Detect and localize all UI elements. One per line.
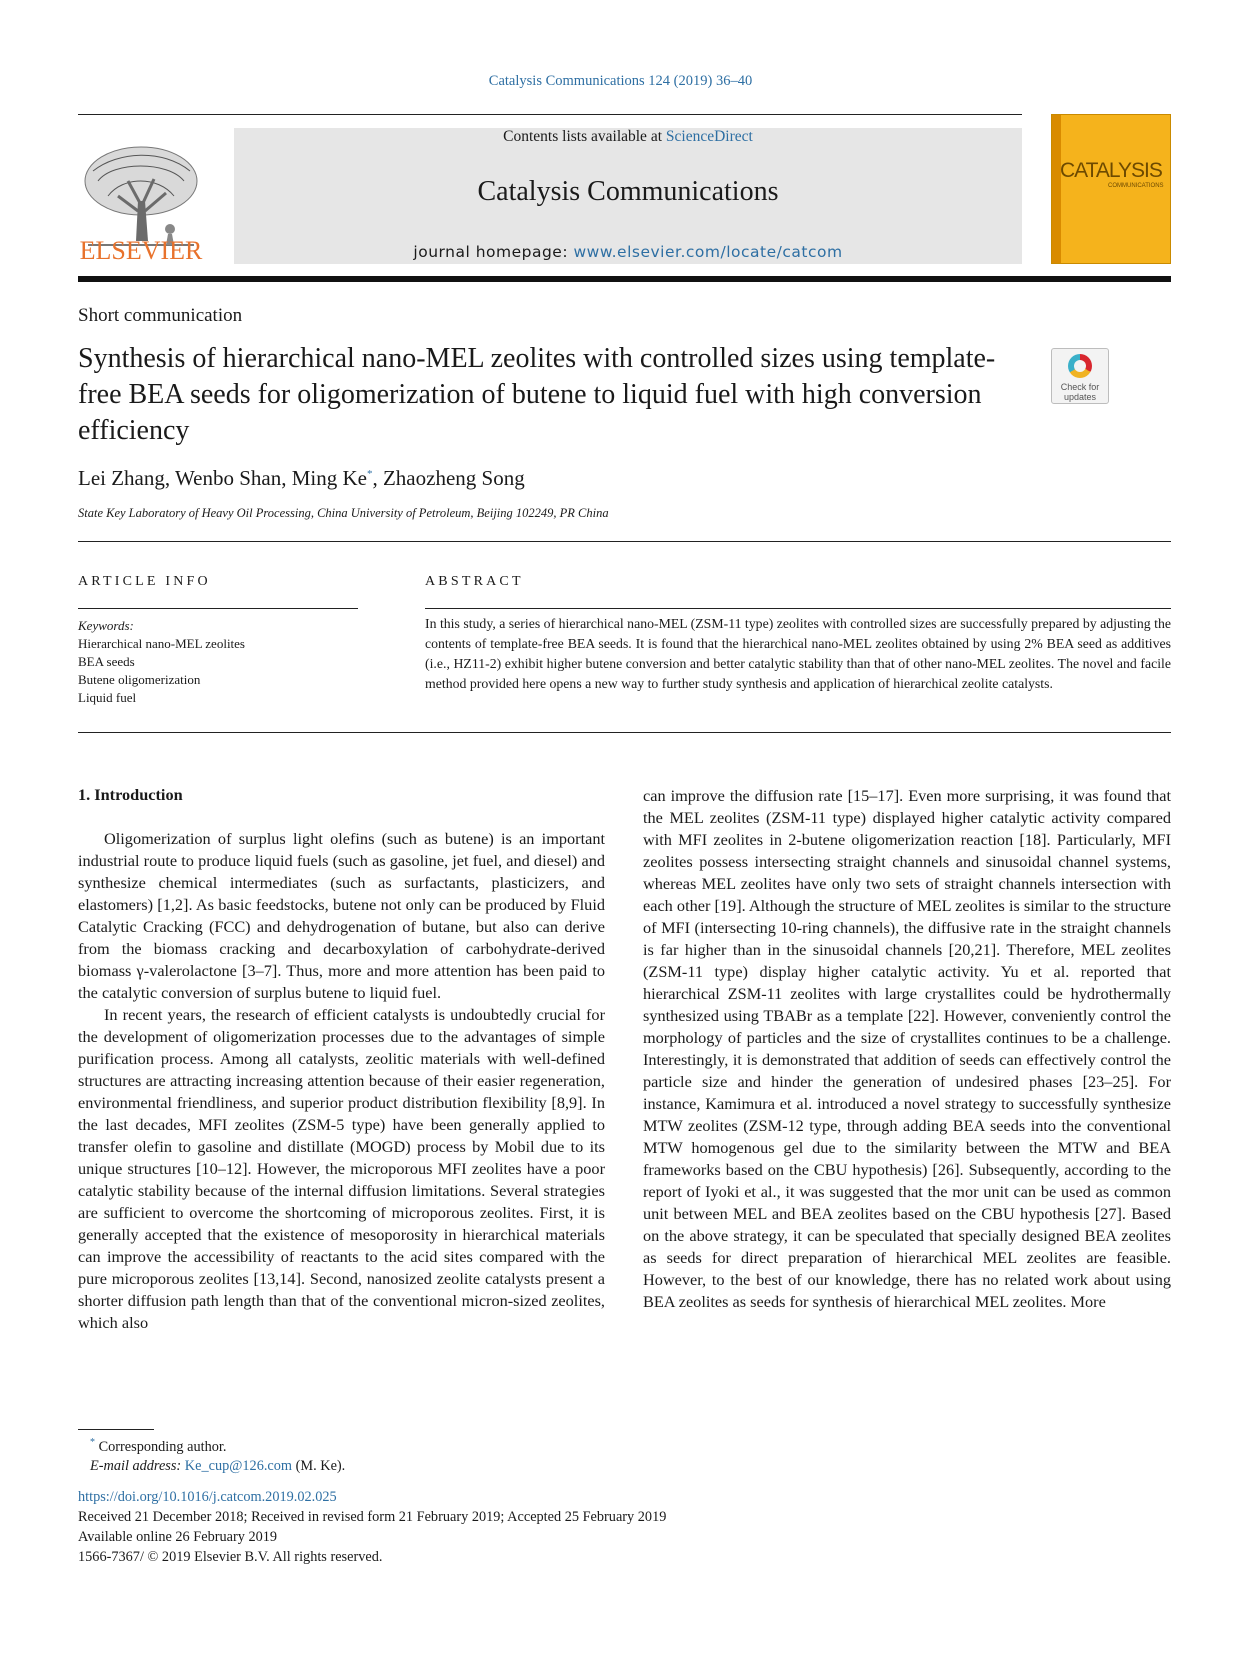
homepage-line bbox=[234, 243, 1022, 261]
publication-info bbox=[78, 1487, 666, 1567]
section-rule bbox=[78, 541, 1171, 542]
homepage-link[interactable]: www.elsevier.com/locate/catcom bbox=[573, 243, 843, 261]
footnote-rule bbox=[78, 1429, 154, 1430]
keyword-item: BEA seeds bbox=[78, 654, 135, 669]
copyright: 1566-7367/ © 2019 Elsevier B.V. All rights reserved. bbox=[78, 1549, 383, 1565]
introduction-heading: 1. Introduction bbox=[78, 785, 183, 804]
email-suffix: (M. Ke). bbox=[292, 1457, 346, 1474]
footnote-mark: * bbox=[90, 1437, 95, 1448]
intro-paragraph-2-continued: can improve the diffusion rate [15–17]. Even more surprising, it was found that the MEL zeolites (ZSM-11 type) displayed higher catalytic activity compared with MFI zeolites in 2-butene oligomerization reaction [18]. Particularly, MFI zeolites possess intersecting straight channels and sinusoidal channel systems, whereas MEL zeolites have only two sets of straight channels intersection with each other [19]. Although the structure of MEL zeolites is similar to the structure of MFI (intersecting 10-ring channels), the diffusive rate in the straight channels is far higher than in the sinusoidal channels [20,21]. Therefore, MEL zeolites (ZSM-11 type) display higher catalytic activity. Yu et al. reported that hierarchical ZSM-11 zeolites with large crystallites could be hydrothermally synthesized using TBABr as a template [22]. However, conveniently control the morphology of particles and the size of crystallites continues to be a challenge. Interestingly, it is demonstrated that addition of seeds can effectively control the particle size and hinder the generation of undesired phases [23–25]. For instance, Kamimura et al. introduced a novel strategy to successfully synthesize MTW zeolites (ZSM-12 type, through adding BEA seeds into the conventional MTW homogenous gel due to the similarity between the MTW and BEA frameworks based on the CBU hypothesis) [26]. Subsequently, according to the report of Iyoki et al., it was suggested that the mor unit can be used as common unit between MEL and BEA zeolites based on the CBU hypothesis [27]. Based on the above strategy, it can be speculated that specially designed BEA zeolites as seeds for direct preparation of hierarchical MEL zeolites are feasible. However, to the best of our knowledge, there has no related work about using BEA zeolites as seeds for synthesis of hierarchical MEL zeolites. More bbox=[643, 786, 1171, 1311]
article-info-rule bbox=[78, 608, 358, 609]
corresponding-author-mark[interactable]: * bbox=[366, 468, 373, 480]
abstract-rule bbox=[425, 608, 1171, 609]
affiliation: State Key Laboratory of Heavy Oil Processing, China University of Petroleum, Beijing 102249, PR China bbox=[78, 506, 609, 520]
contents-line bbox=[234, 128, 1022, 146]
keyword-item: Hierarchical nano-MEL zeolites bbox=[78, 636, 245, 651]
check-for-updates-button[interactable] bbox=[1051, 348, 1109, 404]
cover-title: CATALYSIS bbox=[1060, 159, 1162, 182]
left-column bbox=[78, 828, 605, 1334]
keywords-block bbox=[78, 617, 245, 707]
abstract-text: In this study, a series of hierarchical nano-MEL (ZSM-11 type) zeolites with controlled sizes are successfully prepared by adjusting the contents of template-free BEA seeds. It is found that the hierarchical nano-MEL zeolites obtained by using 2% BEA seed as additives (i.e., HZ11-2) exhibit higher butene conversion and better catalytic stability than that of other nano-MEL zeolites. The novel and facile method provided here opens a new way to further study synthesis and application of hierarchical zeolite catalysts. bbox=[425, 616, 1171, 691]
keyword-item: Liquid fuel bbox=[78, 690, 137, 705]
corresponding-author-text: Corresponding author. bbox=[98, 1438, 227, 1455]
doi-link[interactable]: https://doi.org/10.1016/j.catcom.2019.02.025 bbox=[78, 1489, 337, 1505]
header-thick-rule bbox=[78, 276, 1171, 282]
corresponding-author-note bbox=[90, 1433, 345, 1457]
header-top-rule bbox=[78, 114, 1022, 115]
abstract-bottom-rule bbox=[78, 732, 1171, 733]
right-column bbox=[643, 785, 1171, 1313]
sciencedirect-link[interactable]: ScienceDirect bbox=[665, 128, 753, 145]
authors-after: , Zhaozheng Song bbox=[372, 466, 525, 490]
footnote bbox=[90, 1433, 345, 1476]
crossmark-icon-center bbox=[1074, 360, 1086, 372]
keywords-label: Keywords: bbox=[78, 618, 134, 633]
cover-subtitle: COMMUNICATIONS bbox=[1108, 183, 1164, 189]
publisher-wordmark: ELSEVIER bbox=[79, 236, 203, 265]
email-line bbox=[90, 1457, 345, 1476]
keyword-item: Butene oligomerization bbox=[78, 672, 201, 687]
journal-reference[interactable]: Catalysis Communications 124 (2019) 36–40 bbox=[488, 73, 753, 89]
contents-prefix: Contents lists available at bbox=[503, 128, 666, 145]
journal-title: Catalysis Communications bbox=[477, 176, 779, 207]
authors-before: Lei Zhang, Wenbo Shan, Ming Ke bbox=[78, 466, 367, 490]
article-info-heading: ARTICLE INFO bbox=[78, 574, 211, 589]
crossmark-label: Check for updates bbox=[1060, 382, 1100, 402]
paper-title: Synthesis of hierarchical nano-MEL zeolites with controlled sizes using template-free BEA seeds for oligomerization of butene to liquid fuel with high conversion efficiency bbox=[78, 343, 996, 446]
journal-cover-thumbnail[interactable] bbox=[1051, 114, 1171, 264]
received-dates: Received 21 December 2018; Received in revised form 21 February 2019; Accepted 25 February 2019 bbox=[78, 1509, 667, 1525]
email-link[interactable]: Ke_cup@126.com bbox=[184, 1457, 293, 1474]
available-online: Available online 26 February 2019 bbox=[78, 1529, 278, 1545]
intro-paragraph-1: Oligomerization of surplus light olefins (such as butene) is an important industrial route to produce liquid fuels (such as gasoline, jet fuel, and diesel) and synthesize chemical intermediates (such as surfactants, plasticizers, and elastomers) [1,2]. As basic feedstocks, butene not only can be produced by Fluid Catalytic Cracking (FCC) and dehydrogenation of butane, but also can derive from the biomass cracking and decarboxylation of carbohydrate-derived biomass γ-valerolactone [3–7]. Thus, more and more attention has been paid to the catalytic conversion of surplus butene to liquid fuel. bbox=[78, 829, 605, 1002]
email-label: E-mail address: bbox=[90, 1457, 185, 1474]
intro-paragraph-2: In recent years, the research of efficient catalysts is undoubtedly crucial for the development of oligomerization processes due to the advantages of simple purification process. Among all catalysts, zeolitic materials with well-defined structures are attracting increasing attention because of their easier regeneration, environmental friendliness, and superior product distribution flexibility [8,9]. In the last decades, MFI zeolites (ZSM-5 type) have been generally applied to transfer olefin to gasoline and distillate (MOGD) process by Mobil due to its unique structures [10–12]. However, the microporous MFI zeolites have a poor catalytic stability because of the internal diffusion limitations. Several strategies are sufficient to overcome the shortcoming of microporous zeolites. First, it is generally accepted that the existence of mesoporosity in hierarchical materials can improve the accessibility of reactants to the acid sites compared with the pure microporous zeolites [13,14]. Second, nanosized zeolite catalysts present a shorter diffusion path length than that of the conventional micron-sized zeolites, which also bbox=[78, 1005, 605, 1332]
abstract-heading: ABSTRACT bbox=[425, 574, 524, 589]
article-type: Short communication bbox=[78, 305, 243, 326]
cover-spine bbox=[1052, 115, 1061, 263]
author-list bbox=[78, 466, 525, 491]
homepage-prefix: journal homepage: bbox=[413, 243, 574, 261]
